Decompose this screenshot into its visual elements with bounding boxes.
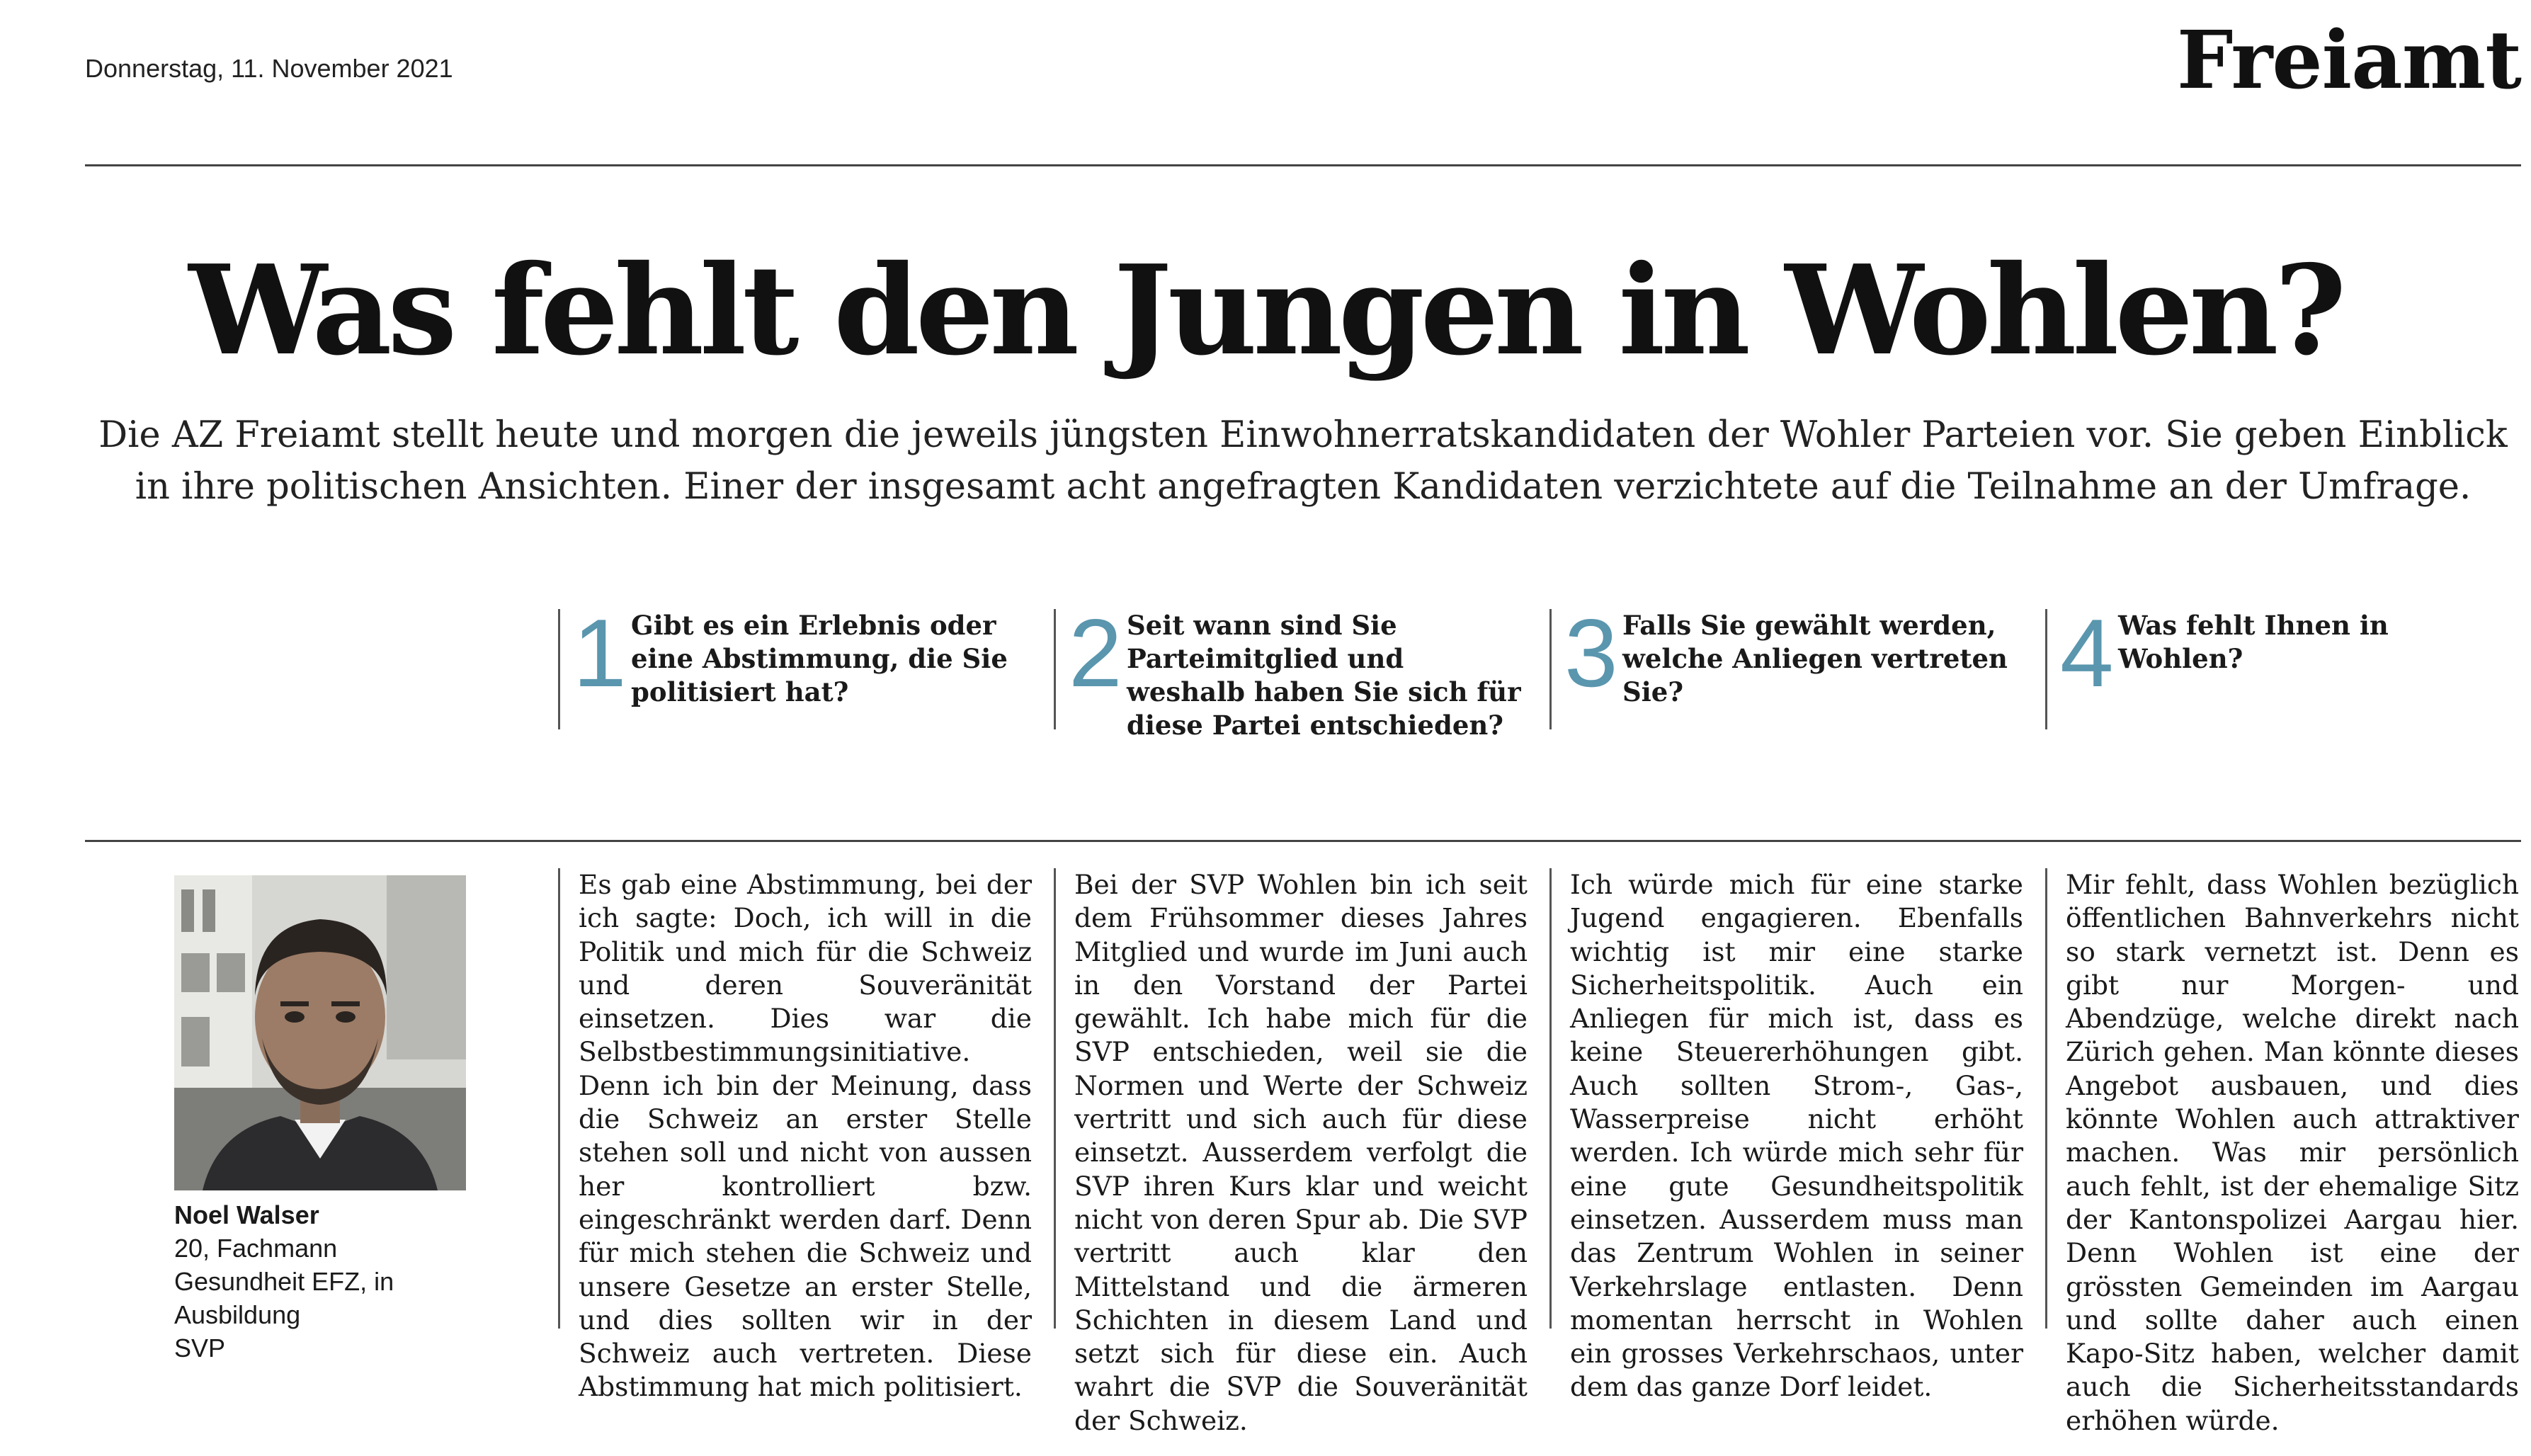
lead-paragraph: Die AZ Freiamt stellt heute und morgen die jeweils jüngsten Einwohnerratskandidaten der Wohler Parteien vor. Sie geben Einblick in ihre politischen Ansichten. Einer der insgesamt acht angefragten Kandidaten verzichtete auf die Teilnahme an der Umfrage. bbox=[98, 414, 2508, 508]
middle-divider bbox=[85, 840, 2521, 842]
question-4 bbox=[2045, 599, 2389, 729]
question-text: Was fehlt Ihnen in Wohlen? bbox=[2118, 610, 2389, 674]
section-title: Freiamt bbox=[2176, 14, 2521, 107]
question-text: Seit wann sind Sie Parteimitglied und weshalb haben Sie sich für diese Partei entschieden? bbox=[1127, 610, 1521, 741]
answer-4 bbox=[2045, 868, 2519, 1436]
candidate-photo bbox=[174, 875, 466, 1190]
question-number: 2 bbox=[1069, 599, 1122, 707]
question-number: 3 bbox=[1564, 599, 1618, 707]
answer-text: Es gab eine Abstimmung, bei der ich sagte: Doch, ich will in die Politik und mich für die Schweiz und deren Souveränität einsetzen. Dies war die Selbstbestimmungsinitiative. Denn ich bin der Meinung, dass die Schweiz an erster Stelle stehen soll und nicht von aussen her kontrolliert bzw. eingeschränkt werden darf. Denn für mich stehen die Schweiz und unsere Gesetze an erster Stelle, und dies sollten wir in der Schweiz auch vertreten. Diese Abstimmung hat mich politisiert. bbox=[579, 869, 1032, 1403]
answer-text: Ich würde mich für eine starke Jugend engagieren. Ebenfalls wichtig ist mir eine starke Sicherheitspolitik. Auch ein Anliegen für mich ist, dass es keine Steuererhöhungen gibt. Auch sollten Strom-, Gas-, Wasserpreise nicht erhöht werden. Ich würde mich sehr für eine gute Gesundheitspolitik einsetzen. Ausserdem muss man das Zentrum Wohlen in seiner Verkehrslage entlasten. Denn momentan herrscht in Wohlen ein grosses Verkehrschaos, unter dem das ganze Dorf leidet. bbox=[1570, 869, 2023, 1403]
question-2 bbox=[1054, 599, 1521, 741]
question-number: 4 bbox=[2060, 599, 2114, 707]
answer-1 bbox=[558, 868, 1032, 1403]
answer-text: Bei der SVP Wohlen bin ich seit dem Frühsommer dieses Jahres Mitglied und wurde im Juni auch in den Vorstand der Partei gewählt. Ich habe mich für die SVP entschieden, weil sie die Normen und Werte der Schweiz vertritt und sich auch für diese einsetzt. Ausserdem verfolgt die SVP ihren Kurs klar und weicht nicht von deren Spur ab. Die SVP vertritt auch klar den Mittelstand und die ärmeren Schichten in diesem Land und setzt sich für diese ein. Auch wahrt die SVP die Souveränität der Schweiz. bbox=[1074, 869, 1528, 1436]
top-divider bbox=[85, 164, 2521, 166]
question-text: Gibt es ein Erlebnis oder eine Abstimmung, die Sie politisiert hat? bbox=[631, 610, 1008, 707]
question-number: 1 bbox=[573, 599, 627, 707]
publication-date: Donnerstag, 11. November 2021 bbox=[85, 54, 453, 83]
question-3 bbox=[1549, 599, 2008, 729]
candidate-profile bbox=[174, 1198, 472, 1365]
headline: Was fehlt den Jungen in Wohlen? bbox=[188, 239, 2343, 383]
answer-2 bbox=[1054, 868, 1528, 1436]
portrait-photo-icon bbox=[174, 875, 466, 1190]
candidate-party: SVP bbox=[174, 1333, 226, 1363]
candidate-details: 20, Fachmann Gesundheit EFZ, in Ausbildung bbox=[174, 1234, 394, 1329]
question-text: Falls Sie gewählt werden, welche Anliegen vertreten Sie? bbox=[1622, 610, 2008, 707]
question-1 bbox=[558, 599, 1008, 729]
answer-3 bbox=[1549, 868, 2023, 1403]
candidate-name: Noel Walser bbox=[174, 1200, 319, 1229]
answer-text: Mir fehlt, dass Wohlen bezüglich öffentlichen Bahnverkehrs nicht so stark vernetzt ist. Denn es gibt nur Morgen- und Abendzüge, welche direkt nach Zürich gehen. Man könnte dieses Angebot ausbauen, und dies könnte Wohlen auch attraktiver machen. Was mir persönlich auch fehlt, ist der ehemalige Sitz der Kantonspolizei Aargau hier. Denn Wohlen ist eine der grössten Gemeinden im Aargau und sollte daher auch einen Kapo-Sitz haben, welcher damit auch die Sicherheitsstandards erhöhen würde. bbox=[2066, 869, 2519, 1436]
